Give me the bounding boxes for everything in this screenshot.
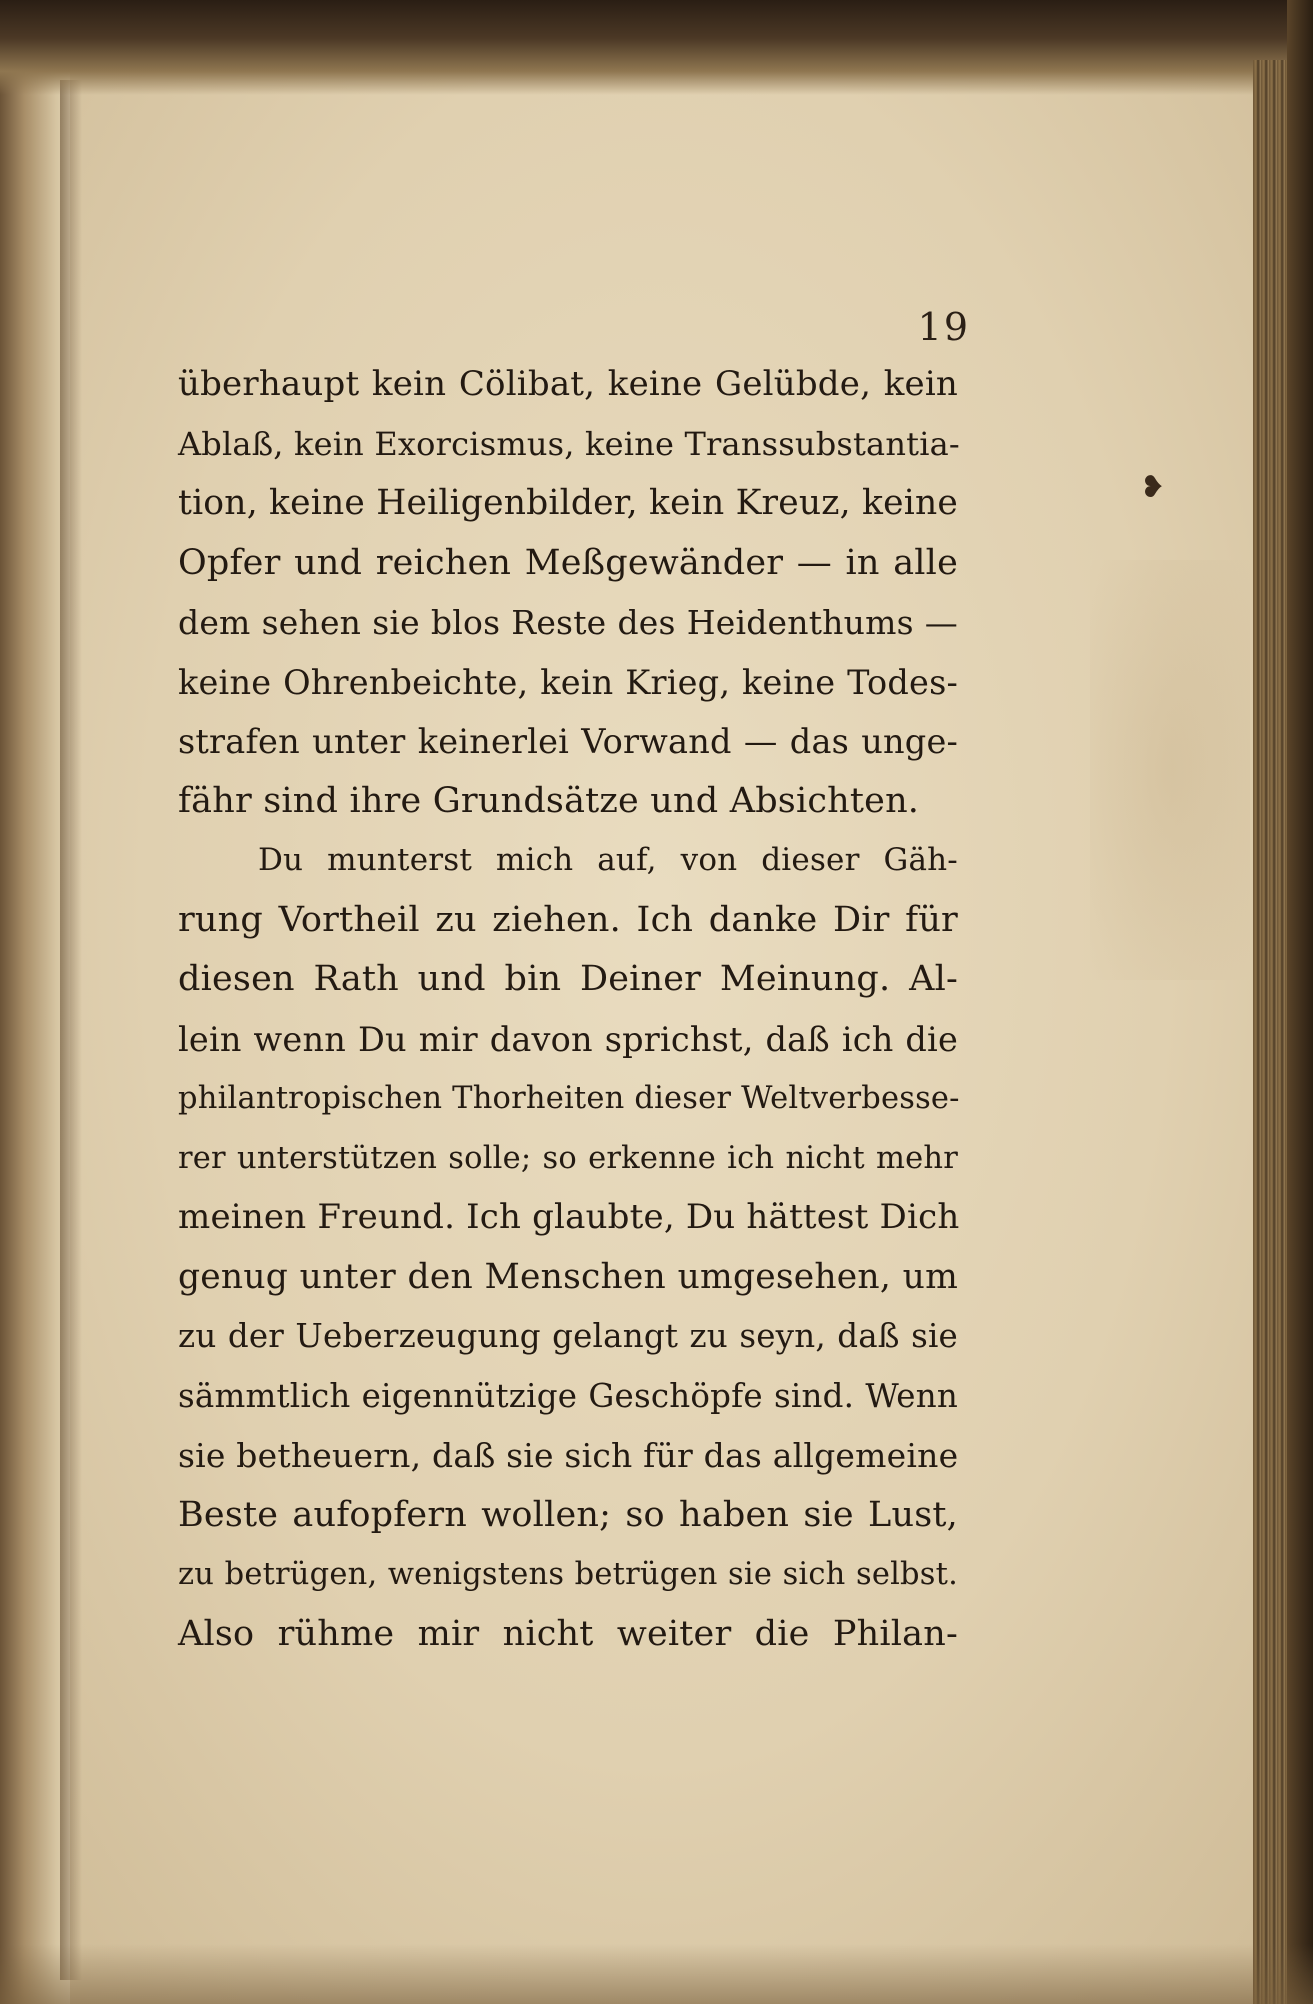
text-line: keine Ohrenbeichte, kein Krieg, keine Todes- [178,662,958,702]
text-line: rung Vortheil zu ziehen. Ich danke Dir für [178,899,958,940]
text-line: sämmtlich eigennützige Geschöpfe sind. Wenn [178,1376,958,1415]
text-line: Also rühme mir nicht weiter die Philan- [178,1613,958,1654]
text-line: genug unter den Menschen umgesehen, um [178,1256,958,1297]
text-line: Beste aufopfern wollen; so haben sie Lust, [178,1494,958,1535]
text-line: dem sehen sie blos Reste des Heidenthums — [178,603,958,642]
gutter-shadow [60,80,82,1980]
text-line: strafen unter keinerlei Vorwand — das unge- [178,722,958,761]
text-line: Opfer und reichen Meßgewänder — in alle [178,542,958,583]
text-line: zu betrügen, wenigstens betrügen sie sich selbst. [178,1557,958,1592]
cover-edge [1287,0,1313,2004]
bottom-page-edge [0,1944,1313,2004]
text-line: zu der Ueberzeugung gelangt zu seyn, daß sie [178,1317,958,1355]
paragraph-2 [178,831,958,1664]
page-number: 19 [917,305,970,349]
paragraph-1 [178,355,958,831]
paper-stain [1090,560,1250,980]
text-line: diesen Rath und bin Deiner Meinung. Al- [178,959,958,999]
ink-speck: ❥ [1140,470,1166,505]
text-line: rer unterstützen solle; so erkenne ich nicht mehr [178,1140,958,1176]
text-line: meinen Freund. Ich glaubte, Du hättest Dich [178,1197,960,1237]
text-line: tion, keine Heiligenbilder, kein Kreuz, keine [178,483,958,523]
text-line: überhaupt kein Cölibat, keine Gelübde, kein [178,364,958,404]
text-line: Du munterst mich auf, von dieser Gäh- [258,842,958,878]
text-line: Ablaß, kein Exorcismus, keine Transsubstantia- [178,424,960,463]
text-line: philantropischen Thorheiten dieser Weltverbesse- [178,1081,960,1116]
text-line: fähr sind ihre Grundsätze und Absichten. [178,780,920,821]
body-text [178,355,958,1664]
top-page-edge [0,0,1313,95]
text-line: sie betheuern, daß sie sich für das allgemeine [178,1436,959,1475]
text-line: lein wenn Du mir davon sprichst, daß ich die [178,1019,958,1059]
